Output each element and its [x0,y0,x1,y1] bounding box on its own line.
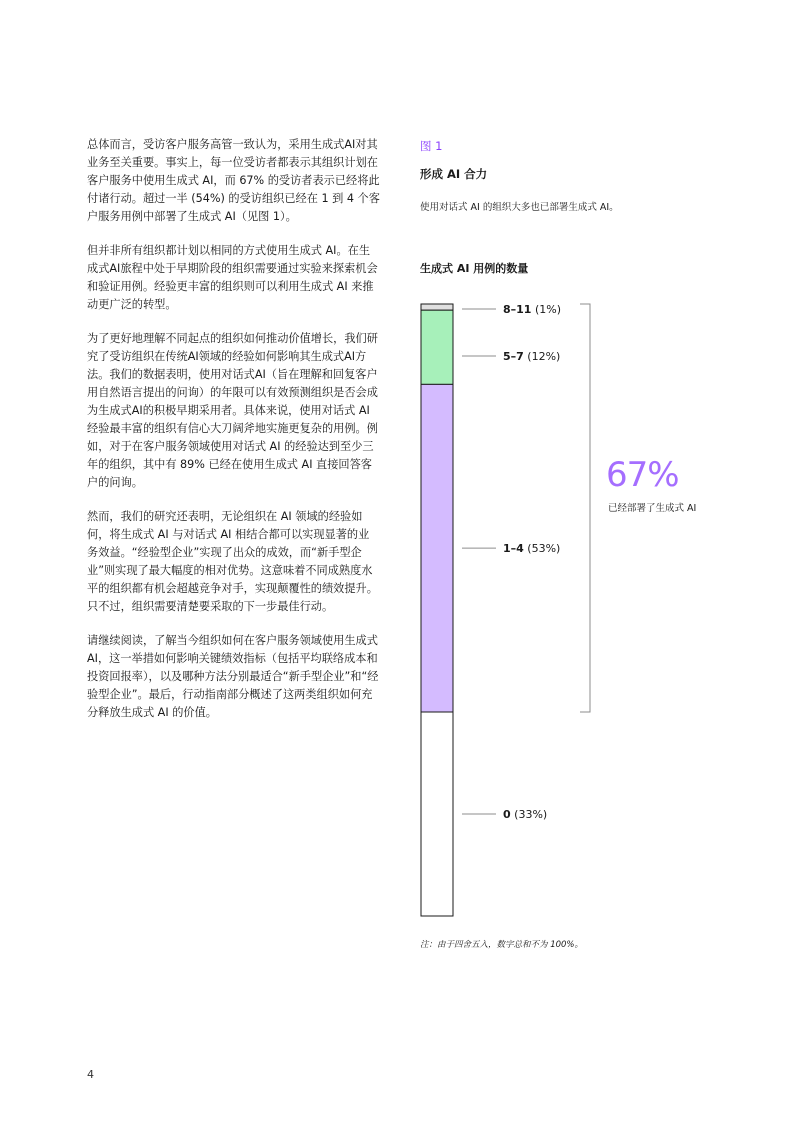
figure-title: 形成 AI 合力 [420,167,488,181]
paragraph: 总体而言，受访客户服务高管一致认为，采用生成式AI对其业务至关重要。事实上，每一位受访者都表示其组织计划在客户服务中使用生成式 AI，而 67% 的受访者表示已经将此付诸行动。超过一半 (54%) 的受访组织已经在 1 到 4 个客户服务用例中部署了生成式 AI（见图 1）。 [87,138,380,223]
bracket [580,304,590,712]
bar-segment-2 [421,310,453,384]
figure-note: 注：由于四舍五入，数字总和不为 100%。 [420,940,584,950]
highlight-percentage: 67% [606,455,679,495]
bar-segment-3 [421,384,453,712]
bar-segment-4 [421,712,453,916]
highlight-caption: 已经部署了生成式 AI [608,503,697,514]
segment-label: 5–7 (12%) [503,350,561,363]
paragraph: 但并非所有组织都计划以相同的方式使用生成式 AI。在生成式AI旅程中处于早期阶段的组织需要通过实验来探索机会和验证用例。经验更丰富的组织则可以利用生成式 AI 来推动更广泛的转型。 [87,244,378,311]
figure-number: 图 1 [420,139,443,153]
chart-title: 生成式 AI 用例的数量 [420,262,529,275]
segment-label: 0 (33%) [503,808,548,821]
page-number: 4 [87,1068,94,1081]
segment-label: 8–11 (1%) [503,303,561,316]
segment-label: 1–4 (53%) [503,542,561,556]
paragraph: 请继续阅读，了解当今组织如何在客户服务领域使用生成式AI，这一举措如何影响关键绩效指标（包括平均联络成本和投资回报率），以及哪种方法分别最适合“新手型企业”和“经验型企业”。最后，行动指南部分概述了这两类组织如何充分释放生成式 AI 的价值。 [87,634,379,719]
paragraph: 然而，我们的研究还表明，无论组织在 AI 领域的经验如何，将生成式 AI 与对话式 AI 相结合都可以实现显著的业务效益。“经验型企业”实现了出众的成效，而“新手型企业”则实现了最大幅度的相对优势。这意味着不同成熟度水平的组织都有机会超越竞争对手，实现颠覆性的绩效提升。只不过，组织需要清楚要采取的下一步最佳行动。 [87,510,378,613]
figure-subtitle: 使用对话式 AI 的组织大多也已部署生成式 AI。 [420,202,619,213]
bar-segment-1 [421,304,453,310]
paragraph: 为了更好地理解不同起点的组织如何推动价值增长，我们研究了受访组织在传统AI领域的经验如何影响其生成式AI方法。我们的数据表明，使用对话式AI（旨在理解和回复客户用自然语言提出的问询）的年限可以有效预测组织是否会成为生成式AI的积极早期采用者。具体来说，使用对话式 AI 经验最丰富的组织有信心大刀阔斧地实施更复杂的用例。例如，对于在客户服务领域使用对话式 AI 的经验达到至少三年的组织，其中有 89% 已经在使用生成式 AI 直接回答客户的问询。 [87,332,378,489]
